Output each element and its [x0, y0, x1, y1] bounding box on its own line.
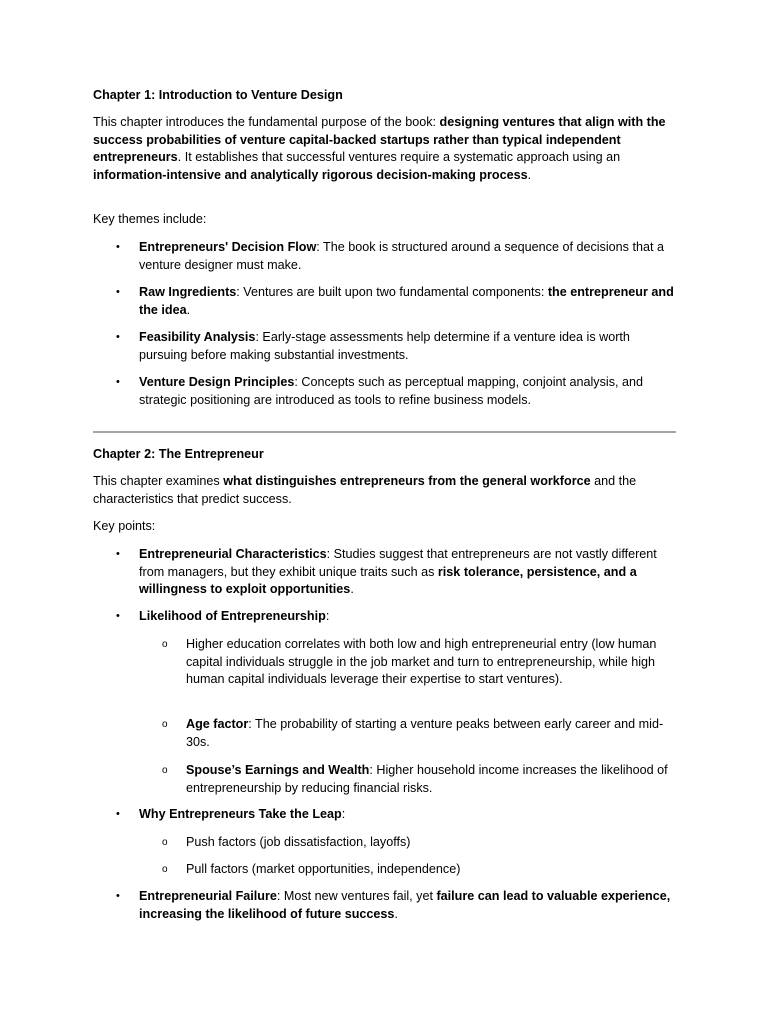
circle-bullet-icon: o: [162, 765, 168, 776]
sub-point-item: Spouse’s Earnings and Wealth: Higher household income increases the likelihood of entrepreneurship by reducing financial risks.: [186, 763, 668, 795]
chapter-2-intro: This chapter examines what distinguishes entrepreneurs from the general workforce and the characteristics that predict success.: [93, 474, 637, 506]
point-item: Entrepreneurial Characteristics: Studies suggest that entrepreneurs are not vastly different from managers, but they exhibit unique traits such as risk tolerance, persistence, and a willingness to exploit opportunities.: [139, 547, 657, 597]
point-item: Entrepreneurial Failure: Most new ventures fail, yet failure can lead to valuable experience, increasing the likelihood of future success.: [139, 889, 671, 921]
bullet-icon: •: [116, 376, 120, 388]
sub-point-item: Higher education correlates with both low and high entrepreneurial entry (low human capital individuals struggle in the job market and turn to entrepreneurship, while high human capital individuals leverage their expertise to start ventures).: [186, 637, 657, 687]
chapter-1-intro: This chapter introduces the fundamental purpose of the book: designing ventures that align with the success probabilities of venture capital-backed startups rather than typical independent entrepreneurs. It establishes that successful ventures require a systematic approach using an information-intensive and analytically rigorous decision-making process.: [93, 115, 666, 182]
theme-item: Entrepreneurs' Decision Flow: The book is structured around a sequence of decisions that a venture designer must make.: [139, 240, 664, 272]
circle-bullet-icon: o: [162, 639, 168, 650]
sub-point-item: Push factors (job dissatisfaction, layoffs): [186, 835, 411, 849]
sub-point-item: Age factor: The probability of starting a venture peaks between early career and mid-30s.: [186, 717, 664, 749]
bullet-icon: •: [116, 890, 120, 902]
key-themes-label: Key themes include:: [93, 212, 207, 226]
bullet-icon: •: [116, 241, 120, 253]
chapter-1-title: Chapter 1: Introduction to Venture Design: [93, 88, 343, 102]
bullet-icon: •: [116, 331, 120, 343]
theme-item: Feasibility Analysis: Early-stage assessments help determine if a venture idea is worth pursuing before making substantial investments.: [139, 330, 630, 362]
bullet-icon: •: [116, 610, 120, 622]
circle-bullet-icon: o: [162, 837, 168, 848]
bullet-icon: •: [116, 286, 120, 298]
circle-bullet-icon: o: [162, 719, 168, 730]
sub-point-item: Pull factors (market opportunities, independence): [186, 862, 461, 876]
theme-item: Venture Design Principles: Concepts such as perceptual mapping, conjoint analysis, and strategic positioning are introduced as tools to refine business models.: [139, 375, 644, 407]
theme-item: Raw Ingredients: Ventures are built upon two fundamental components: the entrepreneur and the idea.: [139, 285, 674, 317]
section-divider: [93, 431, 676, 433]
point-item: Likelihood of Entrepreneurship:: [139, 609, 330, 623]
point-item: Why Entrepreneurs Take the Leap:: [139, 807, 346, 821]
circle-bullet-icon: o: [162, 864, 168, 875]
chapter-2-title: Chapter 2: The Entrepreneur: [93, 447, 264, 461]
bullet-icon: •: [116, 548, 120, 560]
bullet-icon: •: [116, 808, 120, 820]
key-points-label: Key points:: [93, 519, 156, 533]
